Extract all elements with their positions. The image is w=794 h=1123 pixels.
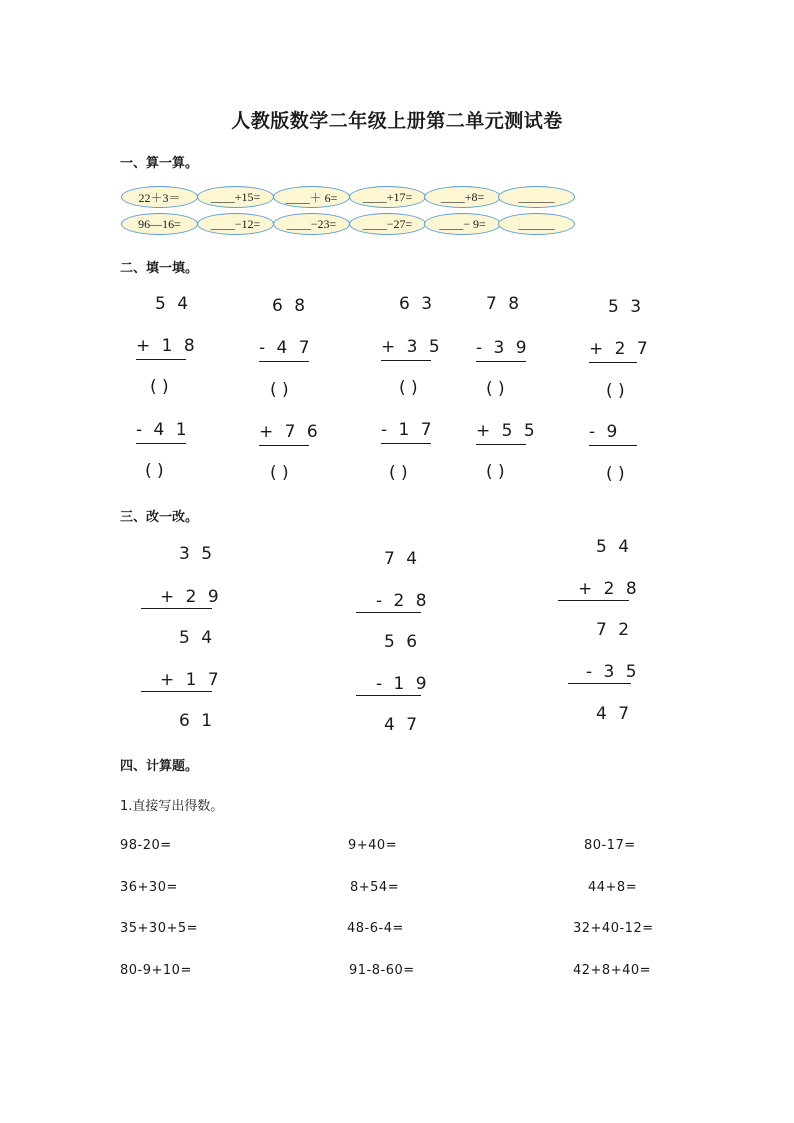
answer-blank: ( ) bbox=[486, 462, 505, 482]
answer-blank: ( ) bbox=[270, 380, 289, 400]
operation: - 1 7 bbox=[381, 420, 435, 440]
problem: 8+54= bbox=[350, 880, 400, 895]
answer-blank: ( ) bbox=[399, 378, 418, 398]
oval-cell: ____＋ 6= bbox=[273, 186, 350, 208]
operation: - 4 7 bbox=[259, 338, 313, 358]
number: 7 4 bbox=[384, 549, 421, 569]
problem: 80-17= bbox=[584, 838, 636, 853]
problem: 9+40= bbox=[348, 838, 398, 853]
problem: 35+30+5= bbox=[120, 921, 199, 936]
top-number: 7 8 bbox=[486, 294, 523, 314]
underline bbox=[589, 445, 637, 446]
page-title: 人教版数学二年级上册第二单元测试卷 bbox=[231, 110, 563, 132]
top-number: 6 8 bbox=[272, 296, 309, 316]
operation: + 5 5 bbox=[476, 421, 538, 441]
answer-blank: ( ) bbox=[150, 377, 169, 397]
problem: 91-8-60= bbox=[349, 963, 415, 978]
underline bbox=[568, 683, 631, 684]
operation: - 2 8 bbox=[376, 591, 430, 611]
underline bbox=[259, 445, 309, 446]
number: 4 7 bbox=[596, 704, 633, 724]
answer-blank: ( ) bbox=[389, 463, 408, 483]
number: 4 7 bbox=[384, 715, 421, 735]
underline bbox=[476, 444, 526, 445]
operation: + 1 8 bbox=[136, 336, 198, 356]
oval-cell: 96—16= bbox=[121, 213, 198, 235]
oval-cell: ____−23= bbox=[273, 213, 350, 235]
oval-cell: ____+8= bbox=[424, 186, 501, 208]
operation: + 3 5 bbox=[381, 337, 443, 357]
underline bbox=[141, 691, 212, 692]
underline bbox=[381, 360, 431, 361]
section-4-heading: 四、计算题。 bbox=[120, 759, 199, 774]
oval-cell: ____−12= bbox=[197, 213, 274, 235]
oval-cell: ____+15= bbox=[197, 186, 274, 208]
underline bbox=[476, 361, 526, 362]
top-number: 5 3 bbox=[608, 297, 645, 317]
underline bbox=[589, 362, 637, 363]
number: 7 2 bbox=[596, 620, 633, 640]
operation: + 7 6 bbox=[259, 422, 321, 442]
problem: 42+8+40= bbox=[573, 963, 652, 978]
underline bbox=[136, 359, 186, 360]
operation: - 4 1 bbox=[136, 420, 190, 440]
oval-cell: ______ bbox=[498, 186, 575, 208]
operation: - 3 9 bbox=[476, 338, 530, 358]
number: 5 6 bbox=[384, 632, 421, 652]
oval-cell: ____− 9= bbox=[424, 213, 501, 235]
section-1-heading: 一、算一算。 bbox=[120, 156, 199, 171]
oval-cell: ____+17= bbox=[349, 186, 426, 208]
operation: + 2 8 bbox=[578, 579, 640, 599]
number: 5 4 bbox=[596, 537, 633, 557]
underline bbox=[381, 443, 431, 444]
operation: - 1 9 bbox=[376, 674, 430, 694]
section-3-heading: 三、改一改。 bbox=[120, 510, 199, 525]
top-number: 6 3 bbox=[399, 294, 436, 314]
oval-cell: ______ bbox=[498, 213, 575, 235]
section-2-heading: 二、填一填。 bbox=[120, 261, 199, 276]
operation: + 1 7 bbox=[160, 670, 222, 690]
problem: 48-6-4= bbox=[347, 921, 404, 936]
top-number: 5 4 bbox=[155, 294, 192, 314]
answer-blank: ( ) bbox=[270, 463, 289, 483]
problem: 80-9+10= bbox=[120, 963, 192, 978]
underline bbox=[558, 600, 629, 601]
underline bbox=[141, 608, 212, 609]
answer-blank: ( ) bbox=[606, 464, 625, 484]
operation: - 9 bbox=[589, 422, 621, 442]
oval-cell: ____−27= bbox=[349, 213, 426, 235]
underline bbox=[259, 361, 309, 362]
operation: - 3 5 bbox=[586, 662, 640, 682]
oval-cell: 22＋3＝ bbox=[121, 186, 198, 208]
number: 5 4 bbox=[179, 628, 216, 648]
answer-blank: ( ) bbox=[606, 381, 625, 401]
answer-blank: ( ) bbox=[145, 461, 164, 481]
operation: + 2 9 bbox=[160, 587, 222, 607]
part4-subtitle: 1.直接写出得数。 bbox=[120, 799, 224, 814]
operation: + 2 7 bbox=[589, 339, 651, 359]
underline bbox=[356, 612, 421, 613]
problem: 36+30= bbox=[120, 880, 178, 895]
problem: 32+40-12= bbox=[573, 921, 654, 936]
number: 6 1 bbox=[179, 711, 216, 731]
number: 3 5 bbox=[179, 544, 216, 564]
underline bbox=[356, 695, 421, 696]
problem: 98-20= bbox=[120, 838, 172, 853]
problem: 44+8= bbox=[588, 880, 638, 895]
underline bbox=[136, 443, 186, 444]
answer-blank: ( ) bbox=[486, 379, 505, 399]
